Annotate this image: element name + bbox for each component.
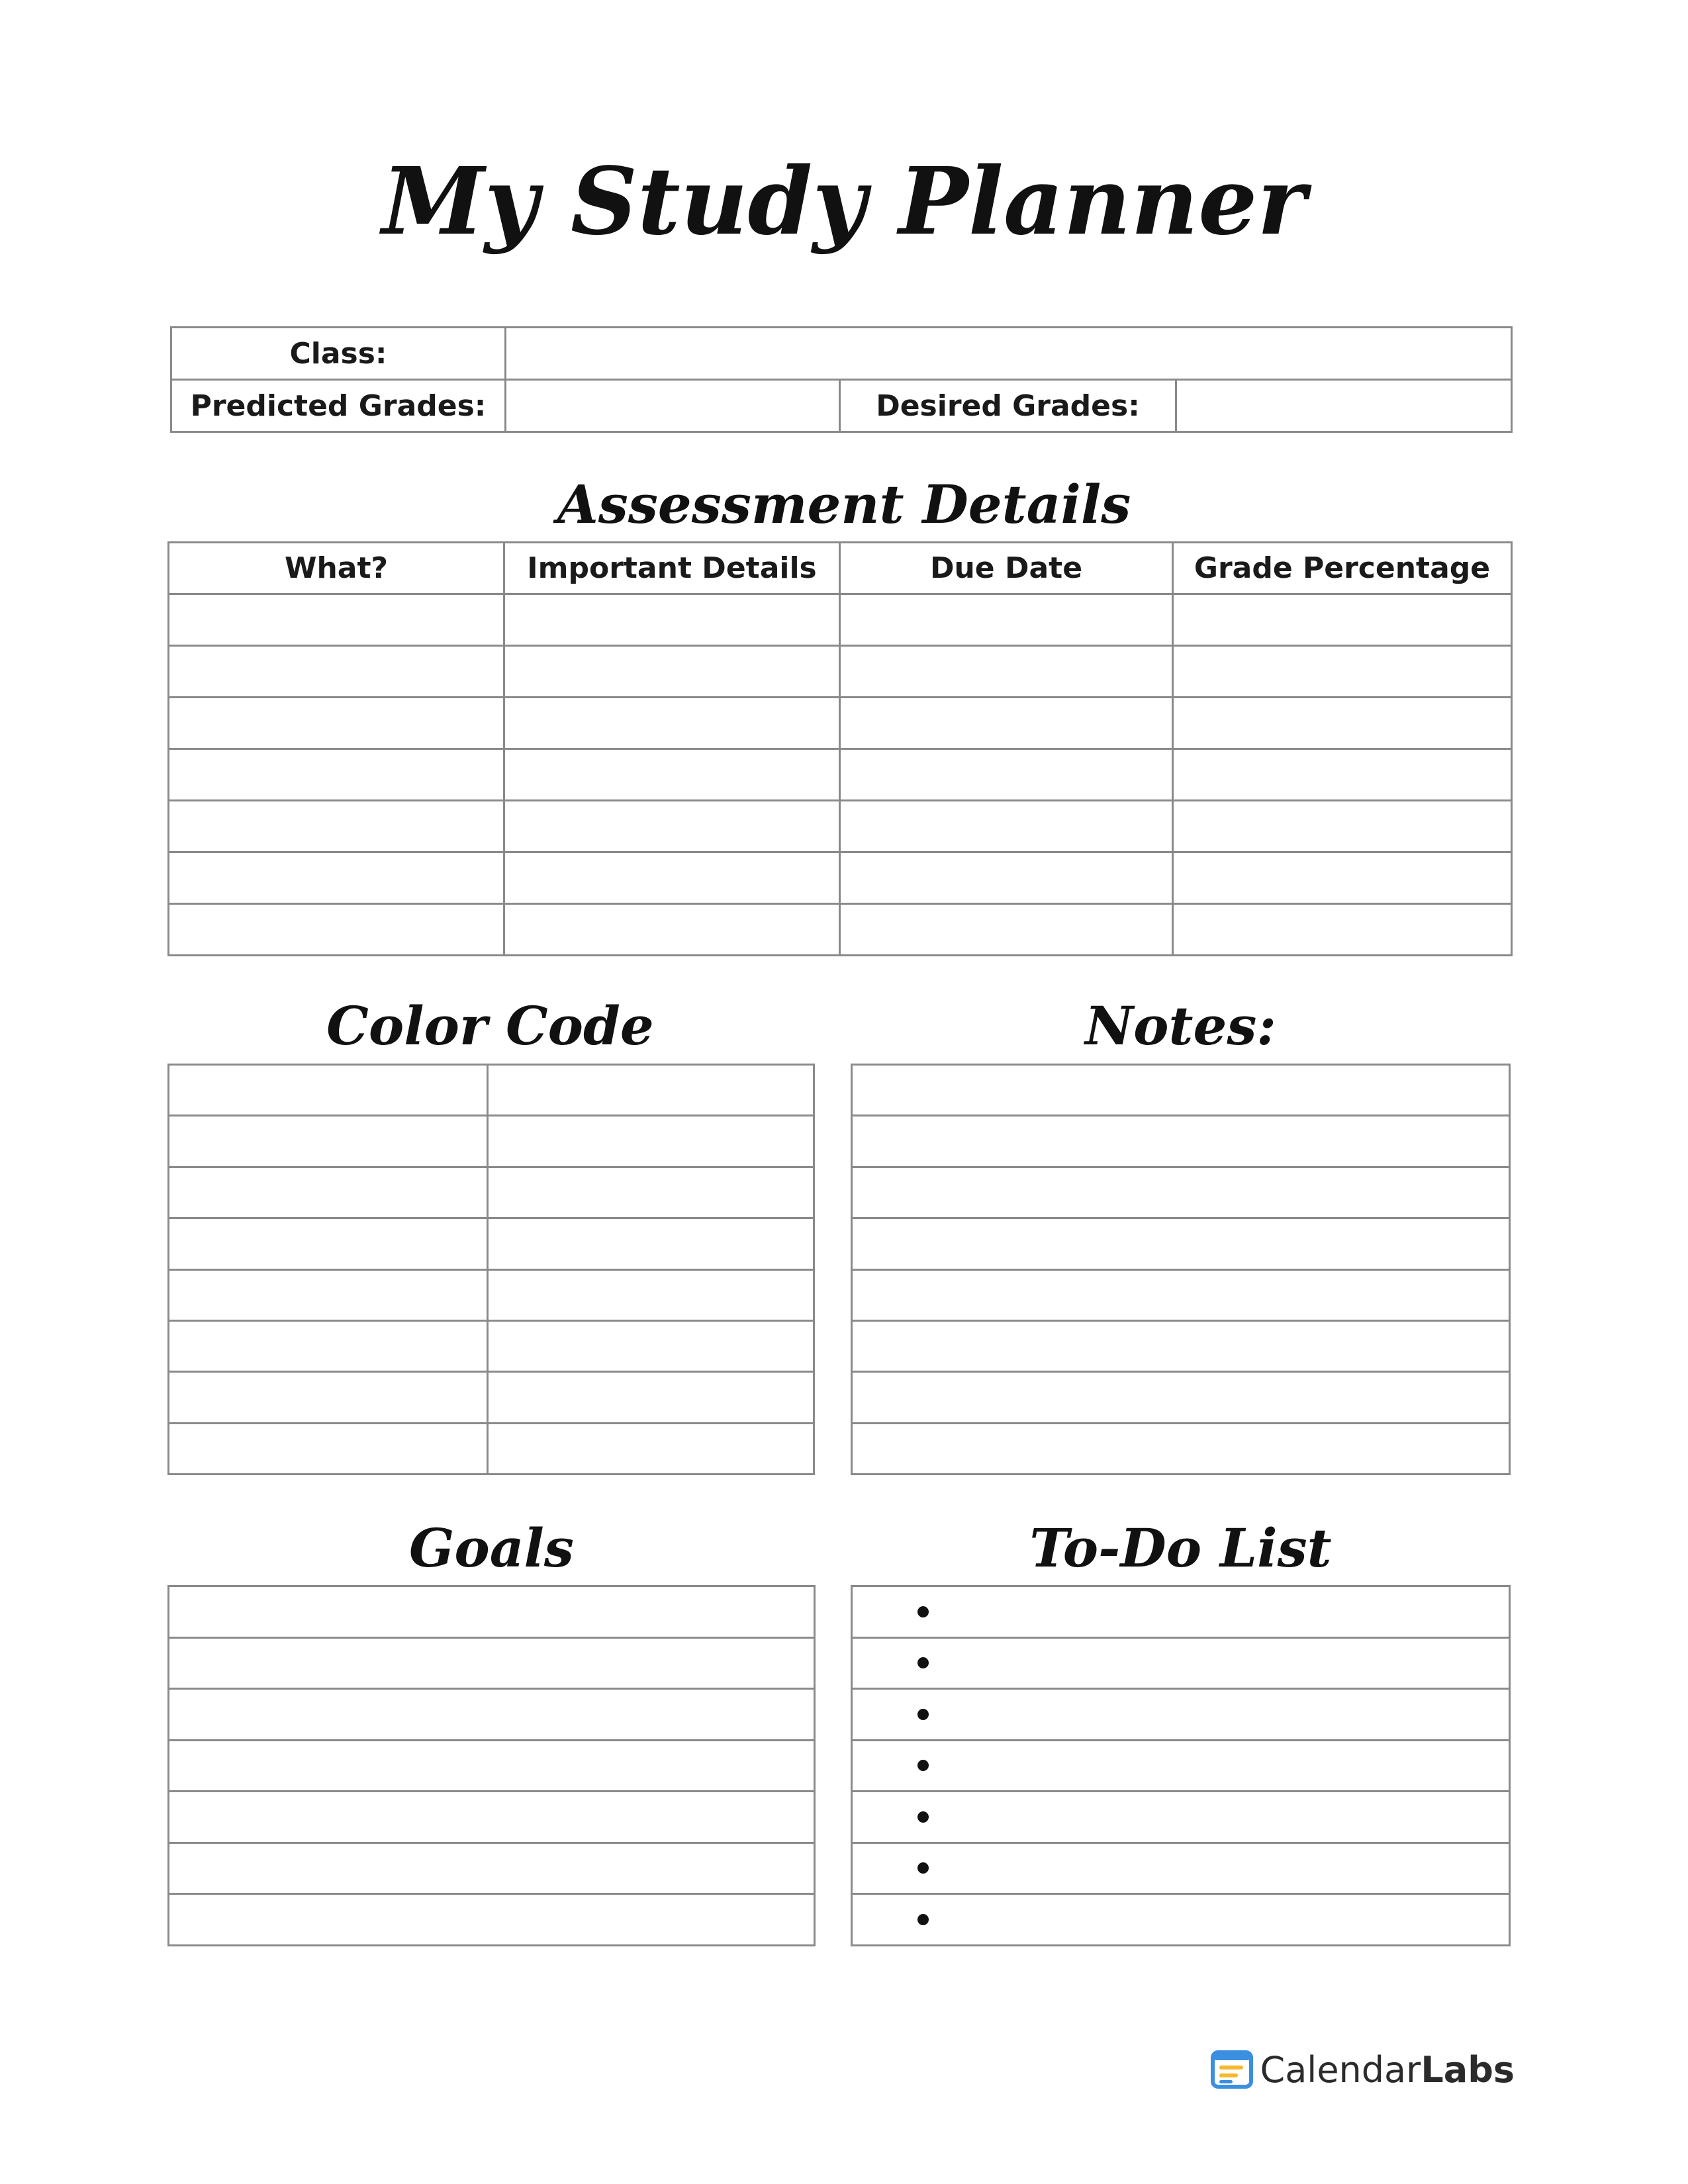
note-line[interactable] (852, 1372, 1510, 1423)
brand-name (1260, 2049, 1515, 2091)
goal-line[interactable] (169, 1843, 815, 1894)
brand-logo[interactable] (1210, 2046, 1515, 2093)
table-row (852, 1689, 1510, 1741)
what-cell[interactable] (169, 698, 504, 749)
color-code-table (167, 1064, 815, 1475)
note-line[interactable] (852, 1116, 1510, 1167)
note-line[interactable] (852, 1423, 1510, 1474)
todo-item[interactable] (852, 1894, 1510, 1946)
table-row (852, 1269, 1510, 1320)
table-row (169, 801, 1512, 852)
goal-line[interactable] (169, 1792, 815, 1843)
details-cell[interactable] (504, 646, 840, 698)
notes-heading: Notes: (1085, 995, 1276, 1057)
bullet-icon (917, 1709, 929, 1720)
table-row (169, 1792, 815, 1843)
meaning-cell[interactable] (488, 1320, 814, 1371)
what-cell[interactable] (169, 646, 504, 698)
grade-cell[interactable] (1173, 852, 1512, 904)
table-row (169, 1689, 815, 1741)
due-date-cell[interactable] (840, 749, 1173, 801)
grade-cell[interactable] (1173, 749, 1512, 801)
details-cell[interactable] (504, 904, 840, 956)
desired-grades-label: Desired Grades: (840, 380, 1176, 432)
note-line[interactable] (852, 1269, 1510, 1320)
table-row (169, 1372, 814, 1423)
goal-line[interactable] (169, 1637, 815, 1689)
todo-item[interactable] (852, 1586, 1510, 1638)
due-date-cell[interactable] (840, 801, 1173, 852)
color-code-heading: Color Code (326, 995, 654, 1057)
meaning-cell[interactable] (488, 1167, 814, 1218)
grade-cell[interactable] (1173, 904, 1512, 956)
class-field[interactable] (506, 328, 1512, 380)
desired-grades-field[interactable] (1176, 380, 1512, 432)
color-cell[interactable] (169, 1372, 488, 1423)
table-row (852, 1320, 1510, 1371)
predicted-grades-label: Predicted Grades: (171, 380, 506, 432)
table-row (852, 1740, 1510, 1792)
class-label: Class: (171, 328, 506, 380)
brand-name-regular: Calendar (1260, 2048, 1421, 2091)
table-row (852, 1894, 1510, 1946)
notes-table (851, 1064, 1511, 1475)
note-line[interactable] (852, 1320, 1510, 1371)
meaning-cell[interactable] (488, 1116, 814, 1167)
bullet-icon (917, 1914, 929, 1925)
calendar-icon (1210, 2048, 1255, 2091)
table-row (169, 698, 1512, 749)
column-header: Due Date (840, 543, 1173, 594)
table-row (852, 1637, 1510, 1689)
table-row (169, 1740, 815, 1792)
table-row (169, 1065, 814, 1116)
bullet-icon (917, 1811, 929, 1823)
todo-heading: To-Do List (1029, 1517, 1332, 1579)
due-date-cell[interactable] (840, 852, 1173, 904)
table-row (852, 1586, 1510, 1638)
grade-cell[interactable] (1173, 646, 1512, 698)
meaning-cell[interactable] (488, 1065, 814, 1116)
table-row (169, 1218, 814, 1269)
note-line[interactable] (852, 1218, 1510, 1269)
color-cell[interactable] (169, 1218, 488, 1269)
what-cell[interactable] (169, 801, 504, 852)
table-row (852, 1116, 1510, 1167)
table-row (169, 1167, 814, 1218)
table-row (852, 1843, 1510, 1894)
predicted-grades-field[interactable] (506, 380, 840, 432)
todo-item[interactable] (852, 1843, 1510, 1894)
details-cell[interactable] (504, 594, 840, 646)
todo-table (851, 1585, 1511, 1946)
table-row (169, 1843, 815, 1894)
todo-item[interactable] (852, 1740, 1510, 1792)
table-row (169, 1586, 815, 1638)
goal-line[interactable] (169, 1689, 815, 1741)
bullet-icon (917, 1657, 929, 1668)
page-title: My Study Planner (381, 148, 1307, 256)
due-date-cell[interactable] (840, 646, 1173, 698)
todo-item[interactable] (852, 1689, 1510, 1741)
what-cell[interactable] (169, 749, 504, 801)
assessment-heading: Assessment Details (557, 473, 1131, 535)
table-row (852, 1372, 1510, 1423)
table-row (169, 904, 1512, 956)
goal-line[interactable] (169, 1894, 815, 1946)
table-row (852, 1423, 1510, 1474)
details-cell[interactable] (504, 698, 840, 749)
due-date-cell[interactable] (840, 904, 1173, 956)
meaning-cell[interactable] (488, 1372, 814, 1423)
color-cell[interactable] (169, 1167, 488, 1218)
goals-table (167, 1585, 816, 1946)
column-header: Grade Percentage (1173, 543, 1512, 594)
todo-item[interactable] (852, 1792, 1510, 1843)
color-cell[interactable] (169, 1320, 488, 1371)
column-header: Important Details (504, 543, 840, 594)
bullet-icon (917, 1862, 929, 1874)
table-row (169, 1320, 814, 1371)
table-row (852, 1218, 1510, 1269)
note-line[interactable] (852, 1065, 1510, 1116)
what-cell[interactable] (169, 594, 504, 646)
table-row (169, 646, 1512, 698)
table-row (852, 1792, 1510, 1843)
meaning-cell[interactable] (488, 1269, 814, 1320)
table-row (169, 1637, 815, 1689)
details-cell[interactable] (504, 749, 840, 801)
table-row (169, 594, 1512, 646)
brand-name-bold: Labs (1421, 2048, 1515, 2091)
due-date-cell[interactable] (840, 594, 1173, 646)
todo-item[interactable] (852, 1637, 1510, 1689)
due-date-cell[interactable] (840, 698, 1173, 749)
note-line[interactable] (852, 1167, 1510, 1218)
table-row (169, 1894, 815, 1946)
details-cell[interactable] (504, 852, 840, 904)
class-info-table (170, 326, 1513, 433)
meaning-cell[interactable] (488, 1423, 814, 1474)
bullet-icon (917, 1606, 929, 1617)
table-row (169, 852, 1512, 904)
grade-cell[interactable] (1173, 698, 1512, 749)
color-cell[interactable] (169, 1065, 488, 1116)
grade-cell[interactable] (1173, 594, 1512, 646)
assessment-header-row (169, 543, 1512, 594)
what-cell[interactable] (169, 852, 504, 904)
goal-line[interactable] (169, 1586, 815, 1638)
table-row (169, 1116, 814, 1167)
color-cell[interactable] (169, 1269, 488, 1320)
meaning-cell[interactable] (488, 1218, 814, 1269)
bullet-icon (917, 1760, 929, 1771)
table-row (169, 1269, 814, 1320)
grade-cell[interactable] (1173, 801, 1512, 852)
table-row (169, 1423, 814, 1474)
color-cell[interactable] (169, 1423, 488, 1474)
what-cell[interactable] (169, 904, 504, 956)
details-cell[interactable] (504, 801, 840, 852)
column-header: What? (169, 543, 504, 594)
goal-line[interactable] (169, 1740, 815, 1792)
assessment-table (167, 541, 1513, 956)
table-row (852, 1065, 1510, 1116)
table-row (169, 749, 1512, 801)
color-cell[interactable] (169, 1116, 488, 1167)
table-row (852, 1167, 1510, 1218)
goals-heading: Goals (409, 1517, 574, 1579)
